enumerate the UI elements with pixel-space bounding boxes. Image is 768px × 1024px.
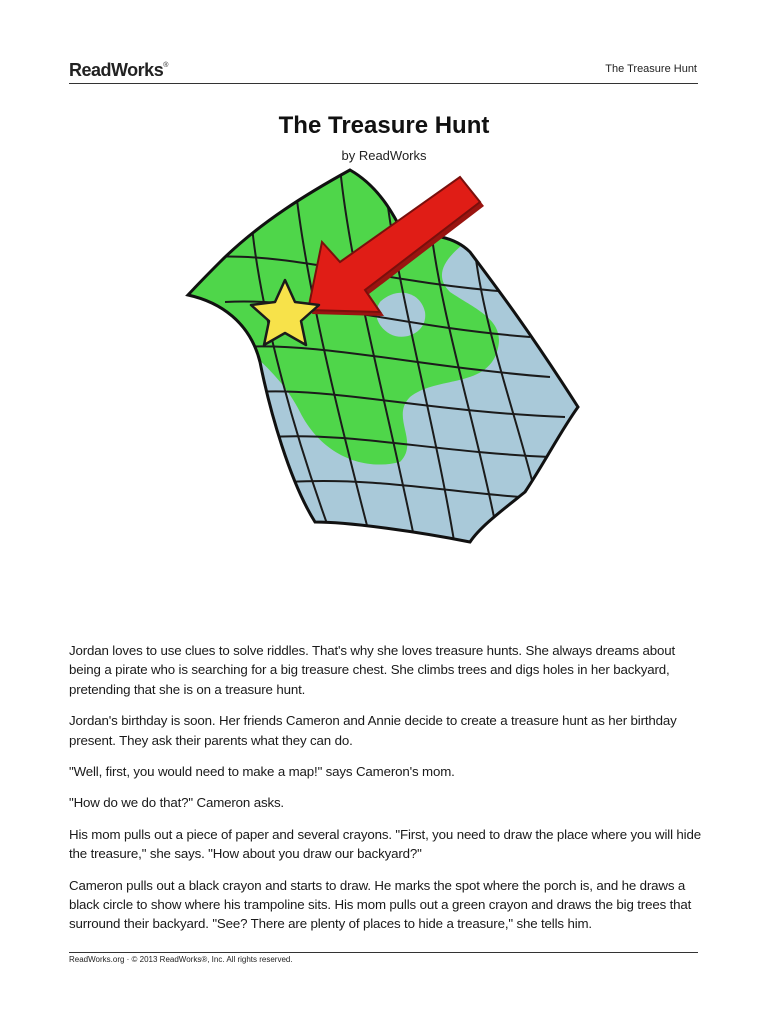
copyright-footer: ReadWorks.org · © 2013 ReadWorks®, Inc. All rights reserved. — [69, 955, 293, 964]
paragraph: "Well, first, you would need to make a map!" says Cameron's mom. — [69, 764, 455, 780]
readworks-logo — [69, 60, 168, 81]
header-doc-title: The Treasure Hunt — [605, 63, 697, 75]
logo-text: ReadWorks — [69, 60, 164, 80]
paragraph: "How do we do that?" Cameron asks. — [69, 795, 284, 811]
article-body — [69, 641, 709, 946]
treasure-map-icon — [180, 162, 590, 582]
footer-divider — [69, 952, 698, 953]
map-sheet — [180, 162, 578, 547]
byline: by ReadWorks — [341, 148, 427, 163]
paragraph: Cameron pulls out a black crayon and starts to draw. He marks the spot where the porch is, and he draws a black circle to show where his trampoline sits. His mom pulls out a green crayon and draws the big trees that surround their backyard. "See? There are plenty of places to hide a treasure," she tells him. — [69, 877, 692, 932]
logo-mark: ® — [163, 62, 168, 69]
paragraph: His mom pulls out a piece of paper and several crayons. "First, you need to draw the place where you will hide the treasure," she says. "How about you draw our backyard?" — [69, 826, 701, 862]
paragraph: Jordan loves to use clues to solve riddles. That's why she loves treasure hunts. She always dreams about being a pirate who is searching for a big treasure chest. She climbs trees and digs holes in her backyard, pretending that she is on a treasure hunt. — [69, 643, 676, 697]
paragraph: Jordan's birthday is soon. Her friends Cameron and Annie decide to create a treasure hunt as her birthday present. They ask their parents what they can do. — [69, 713, 677, 748]
header-divider — [69, 83, 698, 84]
page-title: The Treasure Hunt — [278, 112, 490, 139]
